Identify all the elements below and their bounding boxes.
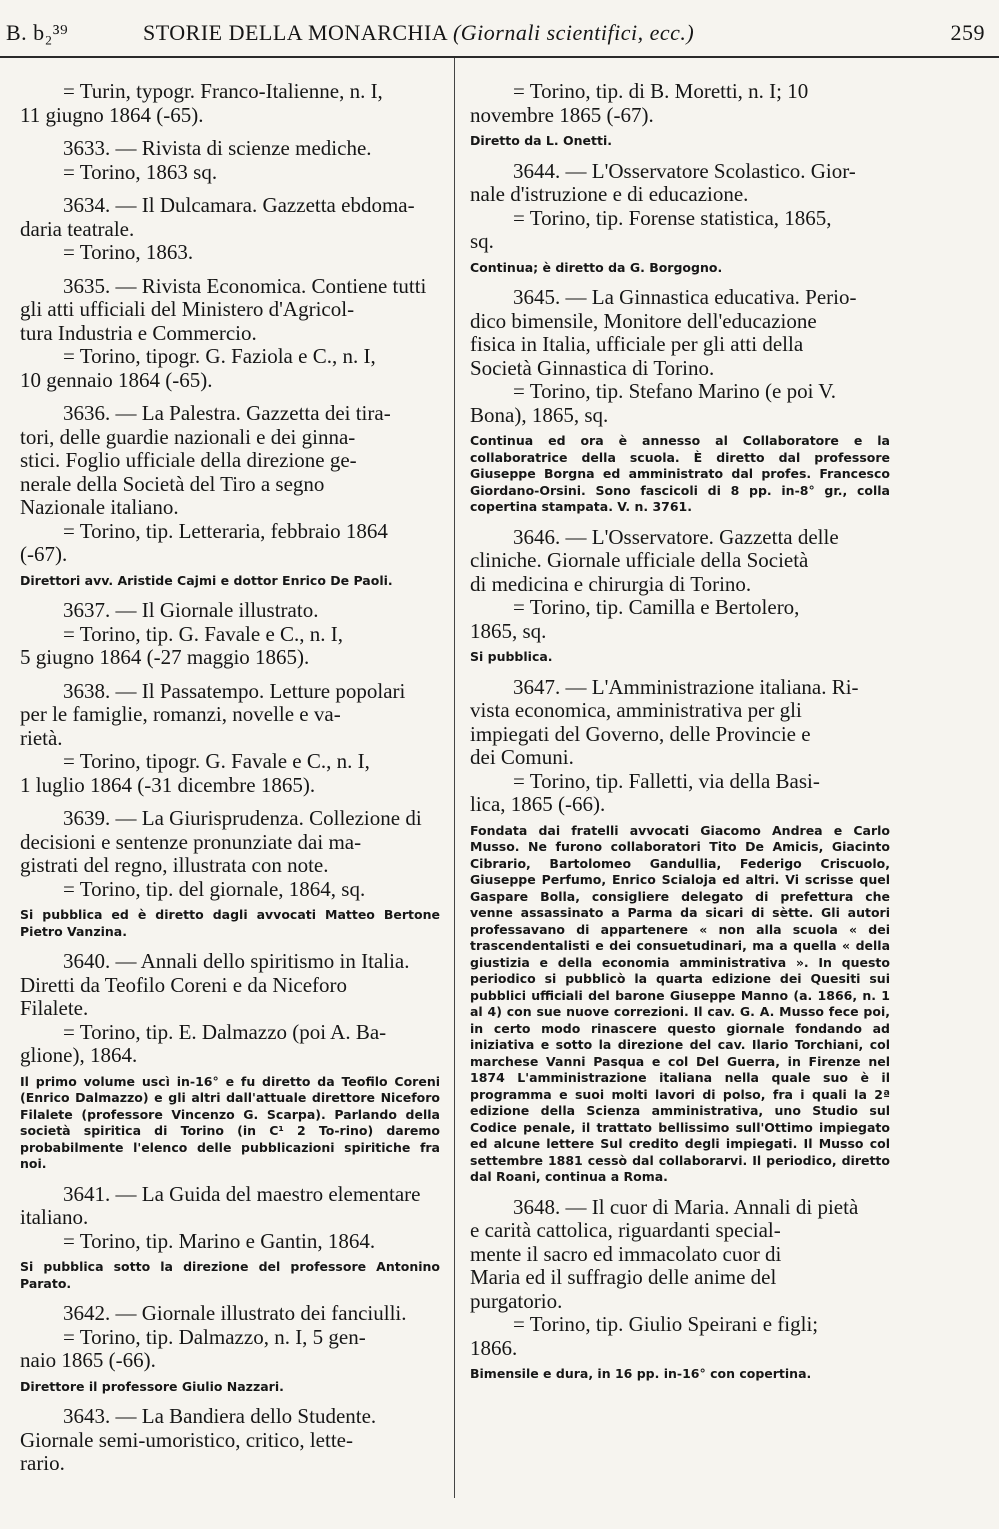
entry-line: sq.: [470, 229, 494, 253]
entry-line: impiegati del Governo, delle Provincie e: [470, 721, 811, 746]
entry-line: rietà.: [20, 725, 63, 750]
catalog-entry: [470, 286, 890, 516]
entry-line: = Torino, tip. Dalmazzo, n. I, 5 gen-: [63, 1324, 366, 1349]
left-column: [20, 80, 440, 1486]
entry-line: tura Industria e Commercio.: [20, 320, 257, 345]
right-column: [470, 80, 890, 1393]
entry-line: = Torino, tip. Giulio Speirani e figli;: [513, 1312, 819, 1336]
catalog-entry: [470, 676, 890, 1186]
entry-line: rario.: [20, 1451, 65, 1475]
entry-note: Continua ed ora è annesso al Collaboratore e la collaboratrice della scuola. È diretto dal professore Giuseppe Borgna ed amministrato dal profes. Francesco Giordano-Orsini. Sono fascicoli di 8 pp. in-8° gr., colla copertina stampata. V. n. 3761.: [470, 433, 890, 514]
page-number: 259: [950, 20, 985, 45]
entry-line: naio 1865 (-66).: [20, 1348, 156, 1372]
entry-line: lica, 1865 (-66).: [470, 792, 606, 816]
entry-line: = Torino, tip. Falletti, via della Basi-: [513, 768, 820, 793]
running-title-main: STORIE DELLA MONARCHIA: [143, 20, 447, 45]
entry-note: Si pubblica ed è diretto dagli avvocati Matteo Bertone Pietro Vanzina.: [20, 907, 440, 939]
entry-line: stici. Foglio ufficiale della direzione ge-: [20, 448, 357, 472]
catalog-entry: [20, 194, 440, 265]
signature-mark: B. b₂³⁹: [6, 20, 69, 45]
catalog-entry: [20, 599, 440, 670]
entry-line: = Torino, tip. di B. Moretti, n. I; 10: [513, 79, 809, 103]
entry-line: 3640. — Annali dello spiritismo in Italia.: [63, 949, 410, 973]
entry-line: per le famiglie, romanzi, novelle e va-: [20, 702, 341, 726]
header-rule: [0, 56, 999, 58]
entry-line: 3641. — La Guida del maestro elementare: [63, 1181, 421, 1206]
catalog-entry: [20, 137, 440, 184]
entry-note: Si pubblica.: [470, 649, 553, 664]
entry-note: Continua; è diretto da G. Borgogno.: [470, 259, 723, 275]
entry-line: (-67).: [20, 542, 68, 566]
entry-note: Si pubblica sotto la direzione del professore Antonino Parato.: [20, 1259, 440, 1291]
entry-line: = Torino, tip. G. Favale e C., n. I,: [63, 621, 344, 646]
entry-line: daria teatrale.: [20, 216, 135, 241]
entry-line: 3637. — Il Giornale illustrato.: [63, 598, 319, 622]
entry-line: 3636. — La Palestra. Gazzetta dei tira-: [63, 401, 391, 425]
entry-line: dico bimensile, Monitore dell'educazione: [470, 308, 817, 333]
entry-line: Diretti da Teofilo Coreni e da Niceforo: [20, 972, 348, 997]
entry-line: Giornale semi-umoristico, critico, lette-: [20, 1427, 353, 1452]
entry-line: = Torino, tip. Forense statistica, 1865,: [513, 205, 832, 230]
entry-line: = Torino, tip. del giornale, 1864, sq.: [63, 876, 366, 901]
entry-line: e carità cattolica, riguardanti special-: [470, 1218, 781, 1242]
entry-line: 3642. — Giornale illustrato dei fanciulli.: [63, 1301, 407, 1325]
catalog-entry: [20, 1302, 440, 1395]
catalog-entry: [470, 160, 890, 277]
entry-line: 5 giugno 1864 (-27 maggio 1865).: [20, 645, 310, 669]
entry-note: Direttore il professore Giulio Nazzari.: [20, 1378, 284, 1394]
entry-line: = Torino, tip. Stefano Marino (e poi V.: [513, 379, 837, 403]
entry-note: Direttori avv. Aristide Cajmi e dottor Enrico De Paoli.: [20, 572, 393, 588]
catalog-entry: [20, 275, 440, 393]
entry-line: 10 gennaio 1864 (-65).: [20, 367, 213, 392]
entry-line: 1866.: [470, 1335, 518, 1360]
entry-line: 3633. — Rivista di scienze mediche.: [63, 136, 372, 160]
entry-line: 3647. — L'Amministrazione italiana. Ri-: [513, 674, 859, 699]
catalog-entry: [470, 1196, 890, 1383]
catalog-entry: [20, 950, 440, 1173]
entry-line: = Torino, tipogr. G. Faziola e C., n. I,: [63, 344, 376, 368]
entry-line: purgatorio.: [470, 1288, 563, 1313]
running-title: [143, 20, 694, 46]
entry-line: Società Ginnastica di Torino.: [470, 355, 715, 380]
entry-line: 1 luglio 1864 (-31 dicembre 1865).: [20, 772, 316, 797]
entry-line: 3638. — Il Passatempo. Letture popolari: [63, 678, 406, 703]
entry-line: vista economica, amministrativa per gli: [470, 698, 802, 722]
entry-line: = Torino, tip. E. Dalmazzo (poi A. Ba-: [63, 1019, 387, 1044]
entry-line: mente il sacro ed immacolato cuor di: [470, 1241, 782, 1266]
column-divider: [454, 58, 455, 1498]
entry-line: Filalete.: [20, 996, 89, 1020]
entry-line: = Torino, 1863 sq.: [63, 159, 218, 184]
entry-line: 3635. — Rivista Economica. Contiene tutti: [63, 273, 427, 298]
catalog-entry: [20, 807, 440, 940]
entry-line: dei Comuni.: [470, 745, 574, 769]
catalog-entry: [20, 1183, 440, 1293]
entry-line: 3634. — Il Dulcamara. Gazzetta ebdoma-: [63, 193, 415, 217]
entry-line: 3648. — Il cuor di Maria. Annali di pietà: [513, 1194, 859, 1219]
entry-line: novembre 1865 (-67).: [470, 102, 654, 127]
page-header: [0, 14, 999, 54]
entry-note: Bimensile e dura, in 16 pp. in-16° con copertina.: [470, 1366, 812, 1381]
catalog-entry: [470, 526, 890, 666]
entry-line: 3644. — L'Osservatore Scolastico. Gior-: [513, 158, 856, 183]
entry-line: = Torino, tip. Letteraria, febbraio 1864: [63, 518, 388, 543]
entry-line: 3645. — La Ginnastica educativa. Perio-: [513, 285, 857, 309]
catalog-entry: [20, 402, 440, 589]
entry-note: Diretto da L. Onetti.: [470, 133, 612, 148]
entry-line: tori, delle guardie nazionali e dei ginna-: [20, 424, 356, 449]
entry-line: Nazionale italiano.: [20, 495, 179, 519]
entry-line: = Turin, typogr. Franco-Italienne, n. I,: [63, 79, 383, 103]
entry-line: Bona), 1865, sq.: [470, 402, 609, 427]
entry-line: Maria ed il suffragio delle anime del: [470, 1265, 777, 1289]
catalog-entry: [20, 680, 440, 798]
entry-line: italiano.: [20, 1205, 89, 1229]
entry-line: decisioni e sentenze pronunziate dai ma-: [20, 829, 362, 854]
entry-line: 3643. — La Bandiera dello Studente.: [63, 1404, 377, 1428]
catalog-entry: [20, 1405, 440, 1476]
entry-line: cliniche. Giornale ufficiale della Società: [470, 548, 809, 572]
catalog-entry: [20, 80, 440, 127]
entry-line: = Torino, 1863.: [63, 240, 194, 264]
entry-note: Il primo volume uscì in-16° e fu diretto da Teofilo Coreni (Enrico Dalmazzo) e gli altri dall'attuale direttore Niceforo Filalete (professore Vincenzo G. Scarpa). Parlando della società spiritica di Torino (in C¹ 2 To-rino) daremo probabilmente l'elenco delle pubblicazioni spiritiche fra noi.: [20, 1073, 440, 1171]
entry-line: 1865, sq.: [470, 618, 547, 643]
entry-line: glione), 1864.: [20, 1043, 138, 1067]
entry-line: 3639. — La Giurisprudenza. Collezione di: [63, 806, 422, 830]
entry-line: = Torino, tip. Camilla e Bertolero,: [513, 595, 800, 619]
entry-line: = Torino, tipogr. G. Favale e C., n. I,: [63, 749, 370, 773]
entry-line: nale d'istruzione e di educazione.: [470, 182, 749, 206]
catalog-entry: [470, 80, 890, 150]
entry-line: di medicina e chirurgia di Torino.: [470, 571, 752, 596]
entry-line: 11 giugno 1864 (-65).: [20, 102, 204, 127]
entry-line: gli atti ufficiali del Ministero d'Agricol-: [20, 297, 355, 321]
entry-note: Fondata dai fratelli avvocati Giacomo Andrea e Carlo Musso. Ne furono collaboratori Tito De Amicis, Giacinto Cibrario, Bartolomeo Gandullia, Federigo Criscuolo, Giuseppe Perfumo, Enrico Scialoja ed altri. Vi scrisse quel Gaspare Bolla, consigliere delegato di prefettura che venne assassinato a Parma da sicari di sètte. Gli autori professavano di appartenere « non alla scuola « dei trascendentalisti e dei consuetudinari, ma a quella « della giustizia e della economia amministrativa ». In questo periodico si pubblicò la quarta edizione dei Quesiti sui pubblici ufficiali del barone Giuseppe Manno (a. 1866, n. 1 al 4) con sue nuove correzioni. Il cav. G. A. Musso fece poi, in certo modo rinascere questo giornale fondando ad iniziativa e sotto la direzione del cav. Ilario Torchiani, col marchese Vanni Pasqua e col Del Guerra, in Firenze nel 1874 L'amministrazione italiana nella quale suo è il programma e suoi molti lavori di polso, fra i quali la 2ª edizione della Scienza amministrativa, uno Studio sul Codice penale, il trattato bellissimo sull'Ottimo impiegato ed alcune lettere Sul credito degli impiegati. Il Musso col settembre 1881 cessò dal collaborarvi. Il periodico, diretto dal Roani, continua a Roma.: [470, 822, 890, 1184]
entry-line: = Torino, tip. Marino e Gantin, 1864.: [63, 1228, 376, 1253]
running-title-subtitle: (Giornali scientifici, ecc.): [452, 20, 695, 45]
entry-line: 3646. — L'Osservatore. Gazzetta delle: [513, 524, 839, 549]
entry-line: gistrati del regno, illustrata con note.: [20, 853, 329, 877]
entry-line: fisica in Italia, ufficiale per gli atti della: [470, 332, 804, 356]
entry-line: nerale della Società del Tiro a segno: [20, 471, 325, 496]
